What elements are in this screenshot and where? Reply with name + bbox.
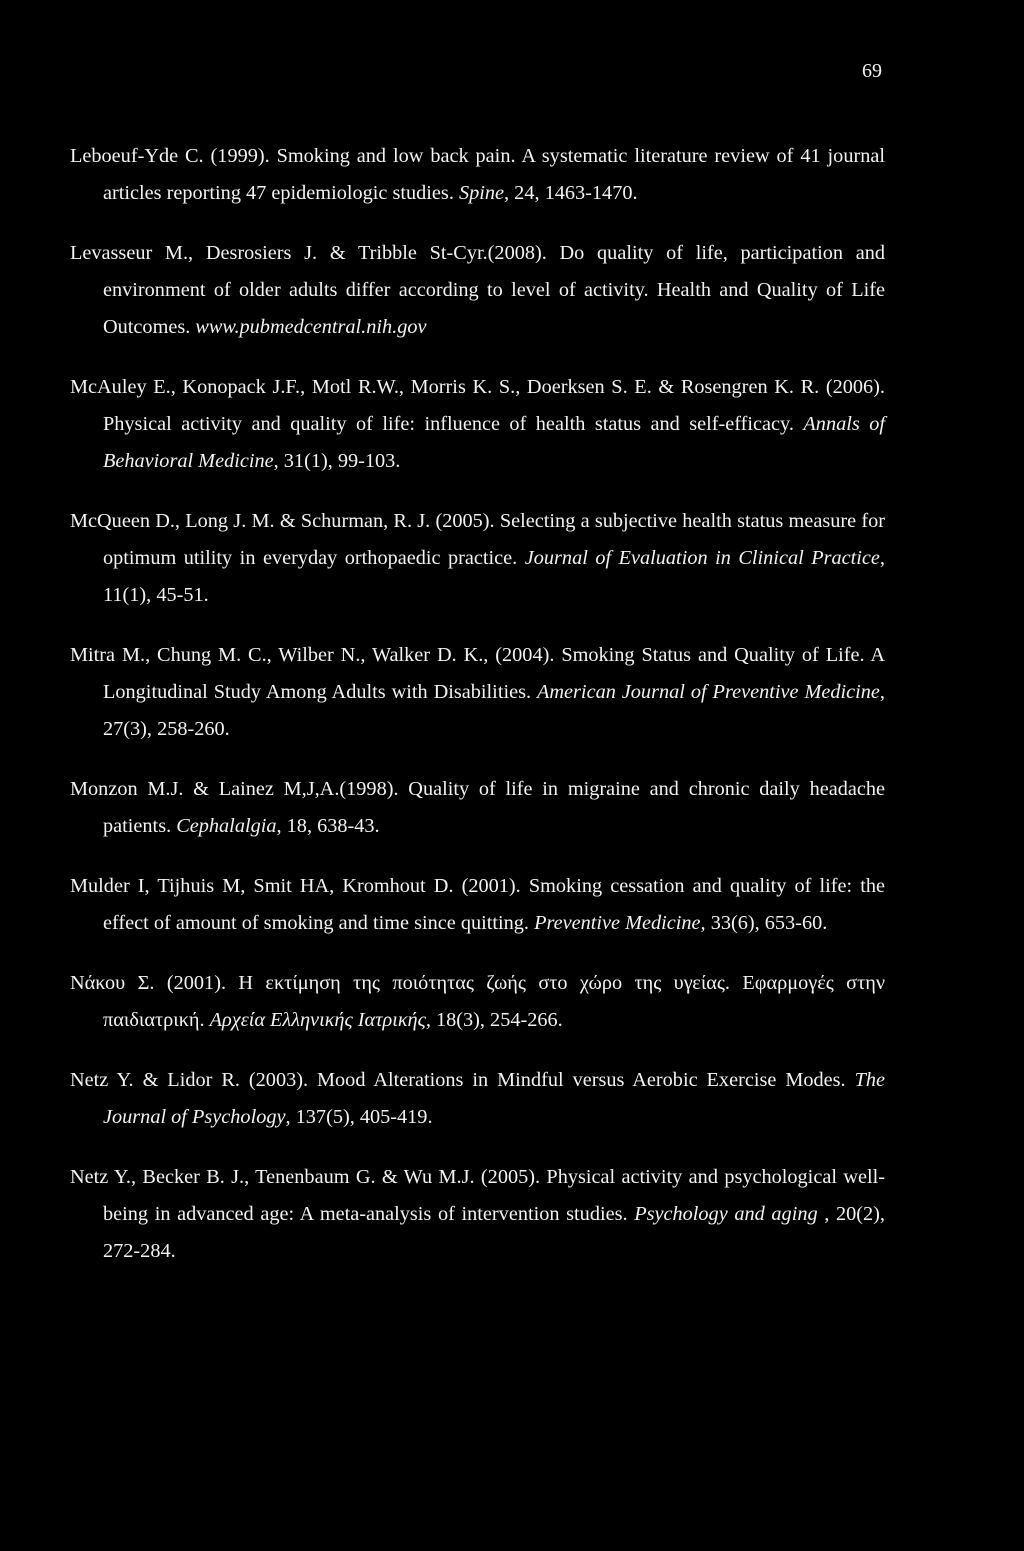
reference-url-link[interactable]: www.pubmedcentral.nih.gov: [195, 316, 427, 339]
reference-details: , 27(3), 258-260.: [103, 681, 885, 741]
reference-text: McAuley E., Konopack J.F., Motl R.W., Morris K. S., Doerksen S. E. & Rosengren K. R. (2006). Physical activity and quality of life: influence of health status and self-efficacy.: [70, 376, 885, 436]
reference-entry: [70, 868, 885, 942]
page-number: 69: [862, 60, 882, 82]
reference-list: [70, 118, 885, 1293]
reference-entry: [70, 235, 885, 346]
reference-entry: [70, 1159, 885, 1270]
reference-text: Netz Y., Becker B. J., Tenenbaum G. & Wu M.J. (2005). Physical activity and psychological well-being in advanced age: A meta-analysis of intervention studies.: [70, 1166, 885, 1226]
reference-source: Spine: [458, 182, 505, 205]
reference-entry: [70, 965, 885, 1039]
reference-entry: [70, 637, 885, 748]
reference-entry: [70, 138, 885, 212]
reference-source: Psychology and aging: [634, 1203, 818, 1226]
reference-text: Mulder I, Tijhuis M, Smit HA, Kromhout D. (2001). Smoking cessation and quality of life: the effect of amount of smoking and time since quitting.: [70, 875, 885, 935]
reference-entry: [70, 771, 885, 845]
reference-details: , 24, 1463-1470.: [504, 182, 638, 205]
reference-text: Νάκου Σ. (2001). Η εκτίμηση της ποιότητας ζωής στο χώρο της υγείας. Εφαρμογές στην παιδιατρική.: [70, 972, 885, 1032]
reference-source: Annals of Behavioral Medicine: [103, 413, 886, 473]
reference-details: , 18, 638-43.: [276, 815, 380, 838]
reference-details: , 20(2), 272-284.: [103, 1203, 885, 1263]
reference-source: Preventive Medicine,: [534, 912, 706, 935]
reference-entry: [70, 1062, 885, 1136]
reference-source: American Journal of Preventive Medicine: [537, 681, 880, 704]
reference-source: The Journal of Psychology: [103, 1069, 885, 1129]
reference-text: Leboeuf-Yde C. (1999). Smoking and low back pain. A systematic literature review of 41 journal articles reporting 47 epidemiologic studies.: [70, 145, 885, 205]
reference-source: Cephalalgia: [176, 815, 277, 838]
reference-entry: [70, 503, 885, 614]
reference-text: Monzon M.J. & Lainez M,J,A.(1998). Quality of life in migraine and chronic daily headache patients.: [70, 778, 885, 838]
reference-text: Netz Y. & Lidor R. (2003). Mood Alterations in Mindful versus Aerobic Exercise Modes.: [70, 1069, 855, 1092]
reference-details: , 137(5), 405-419.: [285, 1106, 433, 1129]
reference-text: Mitra M., Chung M. C., Wilber N., Walker D. K., (2004). Smoking Status and Quality of Life. A Longitudinal Study Among Adults with Disabilities.: [70, 644, 885, 704]
reference-details: 33(6), 653-60.: [705, 912, 828, 935]
reference-entry: [70, 369, 885, 480]
reference-source: Αρχεία Ελληνικής Ιατρικής,: [209, 1009, 431, 1032]
reference-source: Journal of Evaluation in Clinical Practice: [524, 547, 880, 570]
reference-details: , 11(1), 45-51.: [103, 547, 885, 607]
reference-details: , 31(1), 99-103.: [273, 450, 401, 473]
reference-text: McQueen D., Long J. M. & Schurman, R. J. (2005). Selecting a subjective health status measure for optimum utility in everyday orthopaedic practice.: [70, 510, 885, 570]
reference-details: 18(3), 254-266.: [430, 1009, 563, 1032]
reference-text: Levasseur M., Desrosiers J. & Tribble St-Cyr.(2008). Do quality of life, participation and environment of older adults differ according to level of activity. Health and Quality of Life Outcomes.: [70, 242, 885, 339]
